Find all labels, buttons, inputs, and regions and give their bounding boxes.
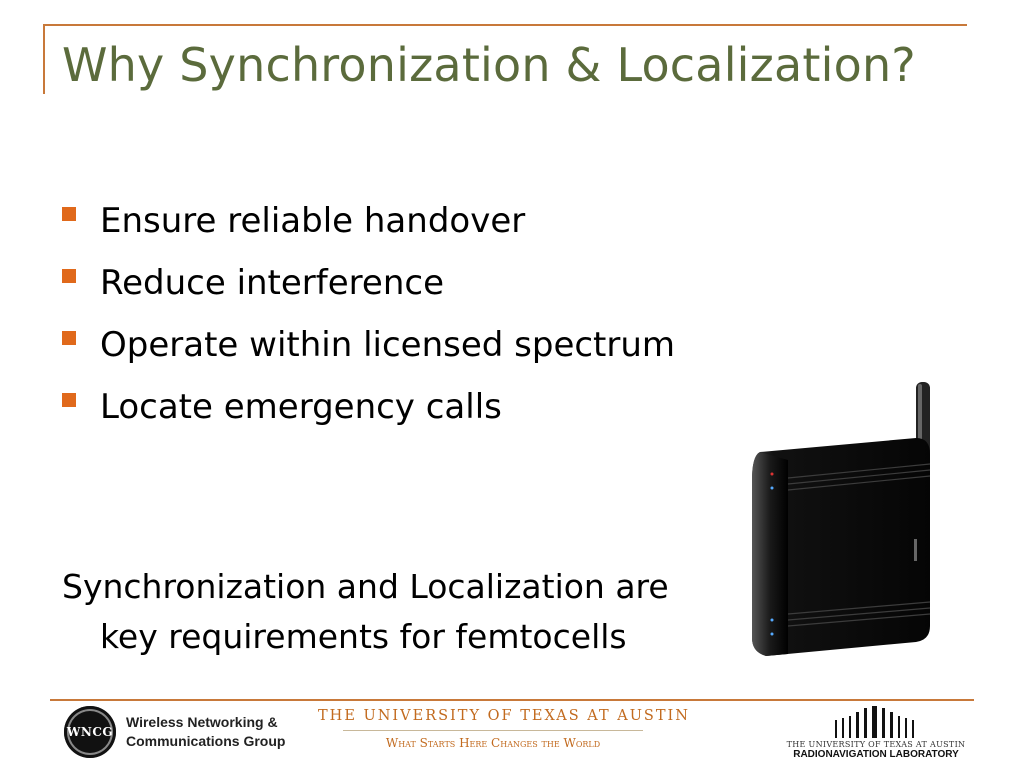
bullet-text: Locate emergency calls xyxy=(100,387,502,427)
bullet-text: Ensure reliable handover xyxy=(100,201,526,241)
bullet-item xyxy=(62,376,675,438)
title-frame-vertical-rule xyxy=(43,24,45,94)
slide-title: Why Synchronization & Localization? xyxy=(62,38,916,92)
rnl-university-line: THE UNIVERSITY OF TEXAS AT AUSTIN xyxy=(786,740,966,749)
summary-line-2: key requirements for femtocells xyxy=(100,617,627,656)
title-frame-horizontal-rule xyxy=(43,24,967,26)
radionavigation-lab-logo xyxy=(786,706,966,760)
summary-statement xyxy=(62,562,669,662)
wncg-name-line-1: Wireless Networking & xyxy=(126,714,278,730)
ut-divider xyxy=(343,730,643,731)
square-bullet-icon xyxy=(62,269,76,283)
bullet-text: Operate within licensed spectrum xyxy=(100,325,676,365)
bullet-item xyxy=(62,190,675,252)
square-bullet-icon xyxy=(62,207,76,221)
wncg-name xyxy=(126,713,285,751)
bullet-text: Reduce interference xyxy=(100,263,444,303)
wncg-badge: WNCG xyxy=(64,706,116,758)
square-bullet-icon xyxy=(62,393,76,407)
rnl-lab-name: RADIONAVIGATION LABORATORY xyxy=(793,749,959,760)
footer-rule xyxy=(50,699,974,701)
bullet-item xyxy=(62,252,675,314)
ut-austin-tagline: What Starts Here Changes the World xyxy=(385,736,601,750)
wncg-logo xyxy=(64,706,285,758)
ut-austin-name: THE UNIVERSITY OF TEXAS AT AUSTIN xyxy=(318,708,690,724)
wncg-name-line-2: Communications Group xyxy=(126,733,286,749)
bullet-item xyxy=(62,314,675,376)
ut-austin-wordmark xyxy=(318,708,690,750)
summary-line-1: Synchronization and Localization are xyxy=(62,567,669,606)
bullet-list xyxy=(62,190,675,438)
square-bullet-icon xyxy=(62,331,76,345)
femtocell-device-image xyxy=(740,380,940,662)
radionavigation-bars-icon xyxy=(831,706,921,740)
